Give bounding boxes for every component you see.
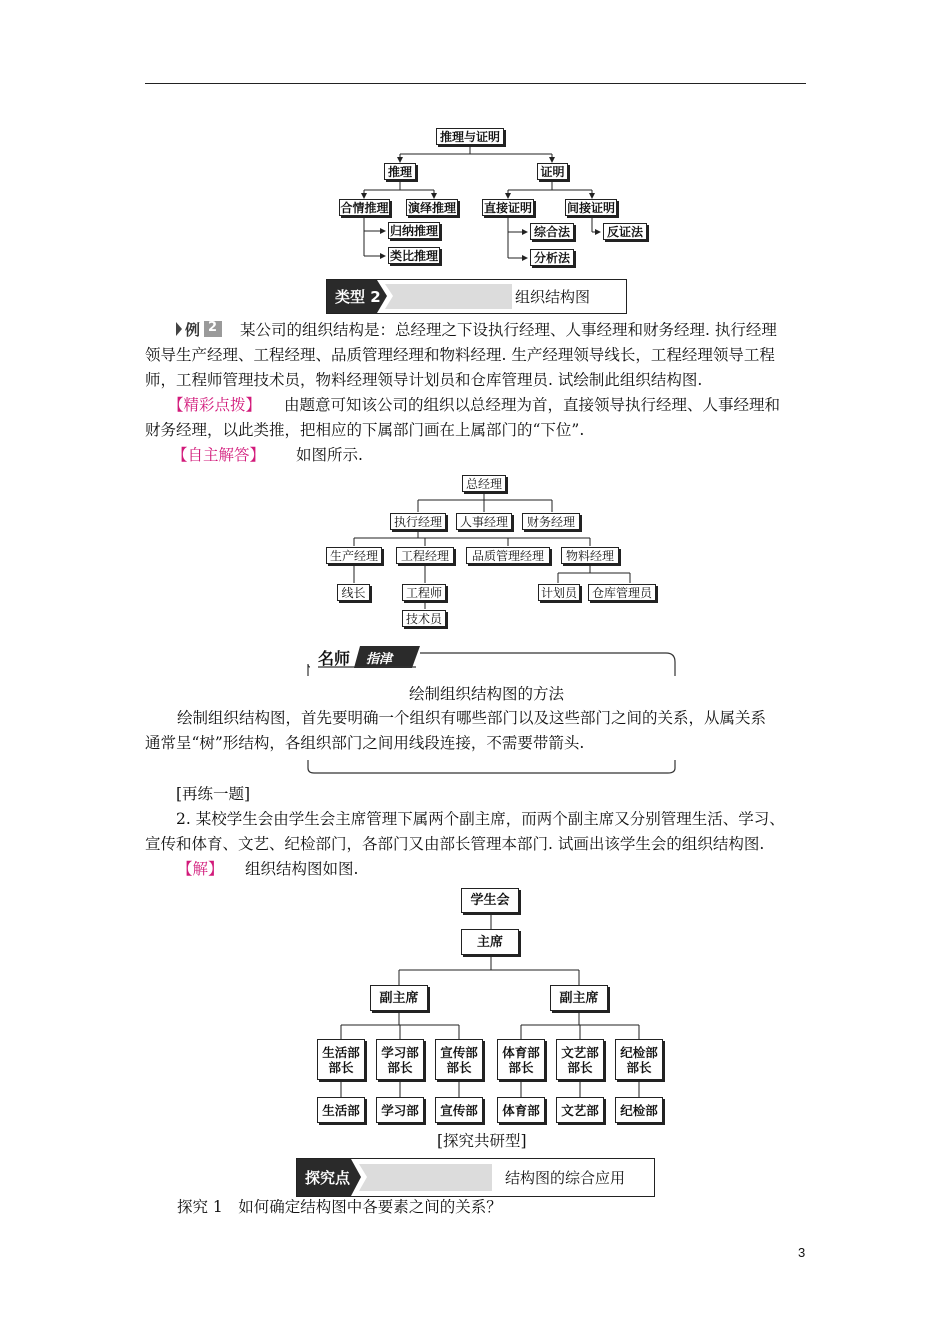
node-head-life [317, 1039, 365, 1080]
example-line-1: 某公司的组织结构是：总经理之下设执行经理、人事经理和财务经理. 执行经理 [240, 321, 777, 339]
head-publicity-dept: 宣传部 [440, 1044, 478, 1060]
research-banner [296, 1158, 655, 1197]
node-head-publicity [435, 1039, 483, 1080]
type-label: 类型 2 [335, 288, 381, 306]
answer-text: 如图所示. [296, 446, 363, 464]
type-title: 组织结构图 [515, 288, 591, 306]
tip-line-2: 通常呈“树”形结构，各组织部门之间用线段连接，不需要带箭头. [145, 734, 585, 752]
solution-text: 组织结构图如图. [245, 860, 359, 878]
node-student-union: 学生会 [461, 888, 519, 913]
node-quality: 品质管理经理 [466, 547, 550, 564]
node-contradiction: 反证法 [603, 223, 647, 240]
hint-label: 【精彩点拨】 [168, 396, 262, 414]
node-materials: 物料经理 [561, 547, 619, 564]
node-deductive: 演绎推理 [407, 200, 456, 215]
node-synthesis: 综合法 [530, 223, 574, 240]
research-heading: [探究共研型] [437, 1132, 527, 1150]
tip-badge-b: 指津 [366, 652, 393, 667]
tip-badge-a: 名师 [318, 649, 351, 668]
node-exec: 执行经理 [390, 513, 446, 530]
node-plausible: 合情推理 [340, 200, 389, 215]
tip-line-1: 绘制组织结构图，首先要明确一个组织有哪些部门以及这些部门之间的关系，从属关系 [177, 709, 767, 727]
node-warehouse: 仓库管理员 [588, 584, 656, 601]
head-discipline-role: 部长 [626, 1059, 652, 1075]
hint-line-1: 由题意可知该公司的组织以总经理为首，直接领导执行经理、人事经理和 [284, 396, 781, 414]
head-study-role: 部长 [387, 1059, 413, 1075]
node-dept-sports: 体育部 [497, 1097, 545, 1123]
head-study-dept: 学习部 [381, 1044, 419, 1060]
hint-line-2: 财务经理，以此类推，把相应的下属部门画在上属部门的“下位”. [145, 421, 585, 439]
research-title: 结构图的综合应用 [505, 1169, 626, 1187]
node-vice-chair-2: 副主席 [550, 985, 608, 1011]
head-discipline-dept: 纪检部 [620, 1044, 658, 1060]
node-engineering: 工程经理 [396, 547, 454, 564]
solution-label: 【解】 [177, 860, 224, 878]
example-line-3: 师，工程师管理技术员，物料经理领导计划员和仓库管理员. 试绘制此组织结构图. [145, 371, 703, 389]
head-arts-role: 部长 [567, 1059, 593, 1075]
head-arts-dept: 文艺部 [561, 1044, 599, 1060]
node-technician: 技术员 [402, 610, 446, 627]
head-life-dept: 生活部 [322, 1044, 360, 1060]
answer-label: 【自主解答】 [172, 446, 266, 464]
node-root: 推理与证明 [436, 128, 504, 145]
node-line-lead: 线长 [337, 584, 370, 601]
head-life-role: 部长 [328, 1059, 354, 1075]
practice-line-1: 2. 某校学生会由学生会主席管理下属两个副主席，而两个副主席又分别管理生活、学习、 [176, 810, 785, 828]
node-head-discipline [615, 1039, 663, 1080]
node-indirect-proof: 间接证明 [566, 200, 615, 215]
research-question: 探究 1 如何确定结构图中各要素之间的关系？ [177, 1198, 502, 1216]
node-hr: 人事经理 [456, 513, 512, 530]
practice-heading: [再练一题] [176, 785, 251, 803]
research-label: 探究点 [305, 1169, 351, 1187]
node-reasoning: 推理 [384, 163, 416, 180]
practice-line-2: 宣传和体育、文艺、纪检部门，各部门又由部长管理本部门. 试画出该学生会的组织结构图. [145, 835, 765, 853]
node-induction: 归纳推理 [389, 223, 438, 238]
node-head-arts [556, 1039, 604, 1080]
head-sports-dept: 体育部 [502, 1044, 540, 1060]
node-dept-publicity: 宣传部 [435, 1097, 483, 1123]
node-chair: 主席 [461, 929, 519, 955]
node-dept-arts: 文艺部 [556, 1097, 604, 1123]
node-finance: 财务经理 [522, 513, 580, 530]
node-engineer: 工程师 [402, 584, 446, 601]
node-head-sports [497, 1039, 545, 1080]
node-gm: 总经理 [462, 475, 506, 492]
node-vice-chair-1: 副主席 [370, 985, 428, 1011]
node-dept-discipline: 纪检部 [615, 1097, 663, 1123]
tip-title: 绘制组织结构图的方法 [409, 685, 565, 703]
node-analogy: 类比推理 [389, 248, 438, 263]
example-tag: 例 [185, 321, 201, 339]
node-proof: 证明 [537, 163, 568, 180]
example-line-2: 领导生产经理、工程经理、品质管理经理和物料经理. 生产经理领导线长，工程经理领导工程 [145, 346, 775, 364]
node-analysis: 分析法 [530, 249, 574, 266]
node-head-study [376, 1039, 424, 1080]
node-dept-life: 生活部 [317, 1097, 365, 1123]
node-dept-study: 学习部 [376, 1097, 424, 1123]
node-direct-proof: 直接证明 [483, 200, 532, 215]
head-sports-role: 部长 [508, 1059, 534, 1075]
node-planner: 计划员 [538, 584, 580, 601]
head-publicity-role: 部长 [446, 1059, 472, 1075]
page-number: 3 [798, 1245, 806, 1260]
node-production: 生产经理 [326, 547, 382, 564]
example-number: 2 [208, 320, 218, 335]
